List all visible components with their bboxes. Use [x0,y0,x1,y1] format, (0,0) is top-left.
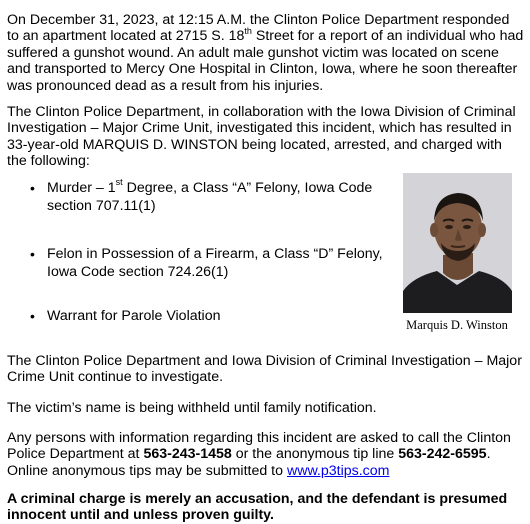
photo-caption: Marquis D. Winston [406,318,508,332]
suspect-photo [403,173,512,313]
charge-item-firearm [30,246,387,281]
bullet-marker: • [30,308,35,324]
tip-text-start: Any persons with information regarding this incident are asked to call the Clinton Police Department at [7,430,511,463]
incident-text-start: On December 31, 2023, at 12:15 A.M. the Clinton Police Department responded to an apartment located at 2715 S. 18 [7,12,510,45]
tip-information-paragraph [7,430,525,479]
continuing-investigation-paragraph: The Clinton Police Department and Iowa Division of Criminal Investigation – Major Crime Unit continue to investigate. [7,353,522,386]
incident-paragraph [7,12,525,94]
tip-text-online: . Online anonymous tips may be submitted to [7,446,491,479]
victim-name-paragraph: The victim’s name is being withheld until family notification. [7,400,377,416]
charge-text: Felon in Possession of a Firearm, a Class “D” Felony, Iowa Code section 724.26(1) [47,246,383,280]
bullet-marker: • [30,246,35,262]
suspect-portrait-image [403,173,512,313]
charge-text-start: Murder – 1 [47,180,116,196]
charge-item-murder [30,177,377,215]
p3tips-link[interactable]: www.p3tips.com [286,462,390,479]
charge-item-parole [30,308,377,326]
bullet-marker: • [30,180,35,196]
ordinal-suffix: st [115,177,123,188]
tip-line-phone-number: 563-242-6595 [398,446,487,463]
charge-text: Warrant for Parole Violation [47,308,221,324]
charge-text-end: Degree, a Class “A” Felony, Iowa Code section 707.11(1) [47,180,373,214]
police-phone-number: 563-243-1458 [143,446,232,463]
ordinal-suffix: th [244,25,252,36]
incident-text-end: Street for a report of an individual who had suffered a gunshot wound. An adult male gunshot victim was located on scene and transported to Mercy One Hospital in Clinton, Iowa, where he soon thereafter was pronounced dead as a result from his injuries. [7,28,524,94]
tip-text-middle: or the anonymous tip line [231,446,399,463]
investigation-paragraph: The Clinton Police Department, in collaboration with the Iowa Division of Criminal Investigation – Major Crime Unit, investigated this incident, which has resulted in 33-year-old MARQUIS D. WINSTON being located, arrested, and charged with the following: [7,104,516,170]
presumption-of-innocence-notice: A criminal charge is merely an accusation, and the defendant is presumed innocent until and unless proven guilty. [7,491,508,524]
